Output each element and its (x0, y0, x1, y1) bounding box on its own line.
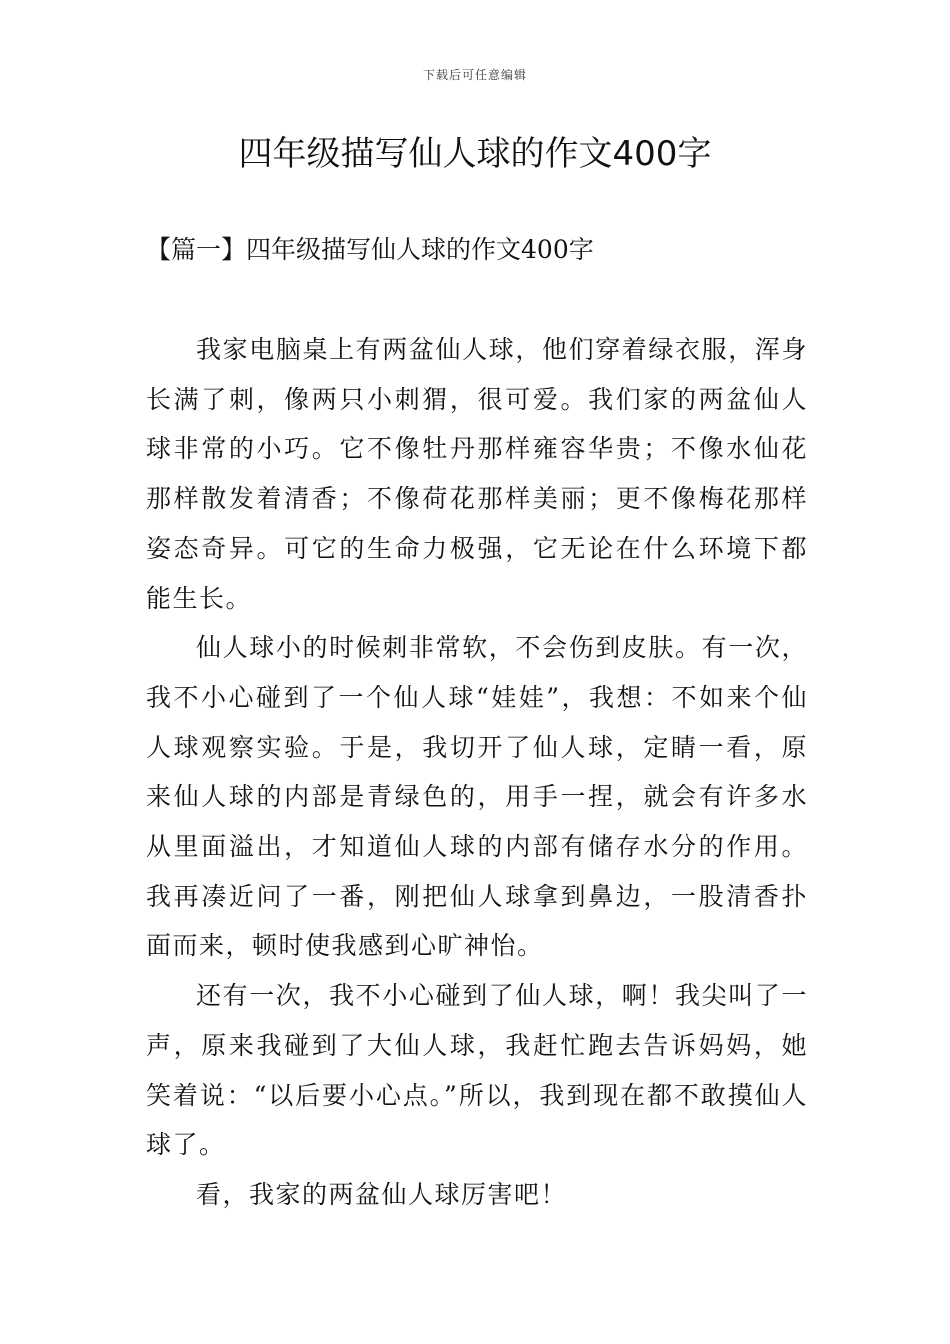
paragraph: 看，我家的两盆仙人球厉害吧！ (196, 1179, 568, 1209)
essay-body (146, 325, 808, 1220)
page-title: 四年级描写仙人球的作文400字 (238, 134, 712, 174)
paragraph: 还有一次，我不小心碰到了仙人球，啊！我尖叫了一声，原来我碰到了大仙人球，我赶忙跑去告诉妈妈，她笑着说：“以后要小心点。”所以，我到现在都不敢摸仙人球了。 (146, 981, 808, 1160)
paragraph: 仙人球小的时候刺非常软，不会伤到皮肤。有一次，我不小心碰到了一个仙人球“娃娃”，我想：不如来个仙人球观察实验。于是，我切开了仙人球，定睛一看，原来仙人球的内部是青绿色的，用手一捏，就会有许多水从里面溢出，才知道仙人球的内部有储存水分的作用。我再凑近问了一番，刚把仙人球拿到鼻边，一股清香扑面而来，顿时使我感到心旷神怡。 (146, 633, 808, 961)
section-heading: 【篇一】四年级描写仙人球的作文400字 (146, 235, 594, 264)
header-note: 下载后可任意编辑 (422, 68, 527, 82)
paragraph: 我家电脑桌上有两盆仙人球，他们穿着绿衣服，浑身长满了刺，像两只小刺猬，很可爱。我们家的两盆仙人球非常的小巧。它不像牡丹那样雍容华贵；不像水仙花那样散发着清香；不像荷花那样美丽；更不像梅花那样姿态奇异。可它的生命力极强，它无论在什么环境下都能生长。 (146, 335, 808, 613)
